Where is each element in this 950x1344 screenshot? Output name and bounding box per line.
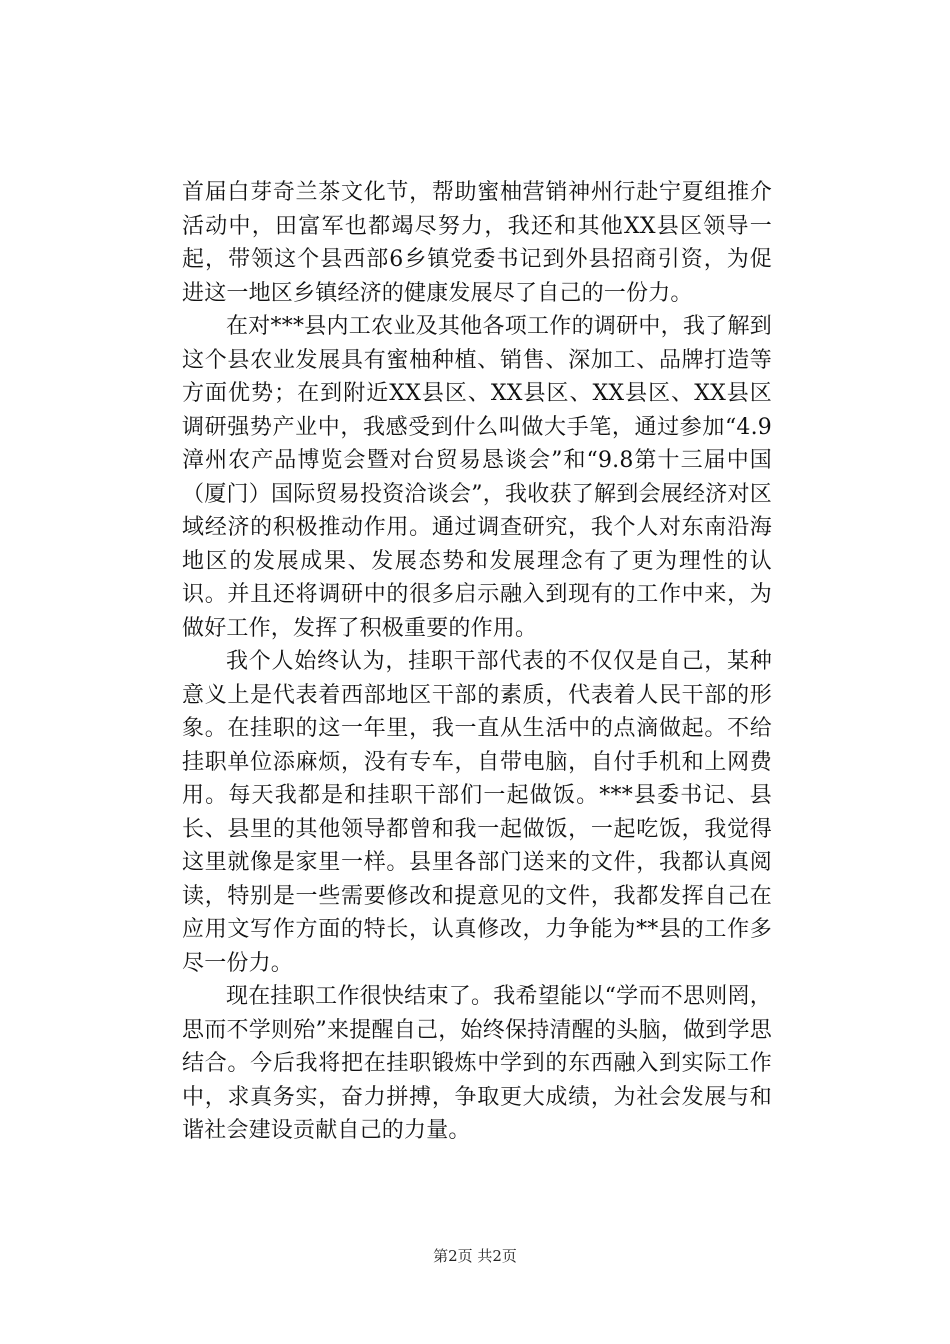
paragraph-3: 我个人始终认为，挂职干部代表的不仅仅是自己，某种意义上是代表着西部地区干部的素质，代表着人民干部的形象。在挂职的这一年里，我一直从生活中的点滴做起。不给挂职单位添麻烦，没有专车，自带电脑，自付手机和上网费用。每天我都是和挂职干部们一起做饭。***县委书记、县长、县里的其他领导都曾和我一起做饭，一起吃饭，我觉得这里就像是家里一样。县里各部门送来的文件，我都认真阅读，特别是一些需要修改和提意见的文件，我都发挥自己在应用文写作方面的特长，认真修改，力争能为**县的工作多尽一份力。 [182, 649, 772, 976]
paragraph-4: 现在挂职工作很快结束了。我希望能以“学而不思则罔，思而不学则殆”来提醒自己，始终保持清醒的头脑，做到学思结合。今后我将把在挂职锻炼中学到的东西融入到实际工作中，求真务实，奋力拼搏，争取更大成绩，为社会发展与和谐社会建设贡献自己的力量。 [182, 984, 772, 1143]
paragraph-1: 首届白芽奇兰茶文化节，帮助蜜柚营销神州行赴宁夏组推介活动中，田富军也都竭尽努力，我还和其他XX县区领导一起，带领这个县西部6乡镇党委书记到外县招商引资，为促进这一地区乡镇经济的健康发展尽了自己的一份力。 [182, 180, 772, 306]
paragraph-2: 在对***县内工农业及其他各项工作的调研中，我了解到这个县农业发展具有蜜柚种植、销售、深加工、品牌打造等方面优势；在到附近XX县区、XX县区、XX县区、XX县区调研强势产业中，我感受到什么叫做大手笔，通过参加“4.9漳州农产品博览会暨对台贸易恳谈会”和“9.8第十三届中国（厦门）国际贸易投资洽谈会”，我收获了解到会展经济对区域经济的积极推动作用。通过调查研究，我个人对东南沿海地区的发展成果、发展态势和发展理念有了更为理性的认识。并且还将调研中的很多启示融入到现有的工作中来，为做好工作，发挥了积极重要的作用。 [182, 314, 772, 641]
page-number-footer: 第2页 共2页 [433, 1247, 517, 1265]
document-body [182, 176, 772, 1148]
